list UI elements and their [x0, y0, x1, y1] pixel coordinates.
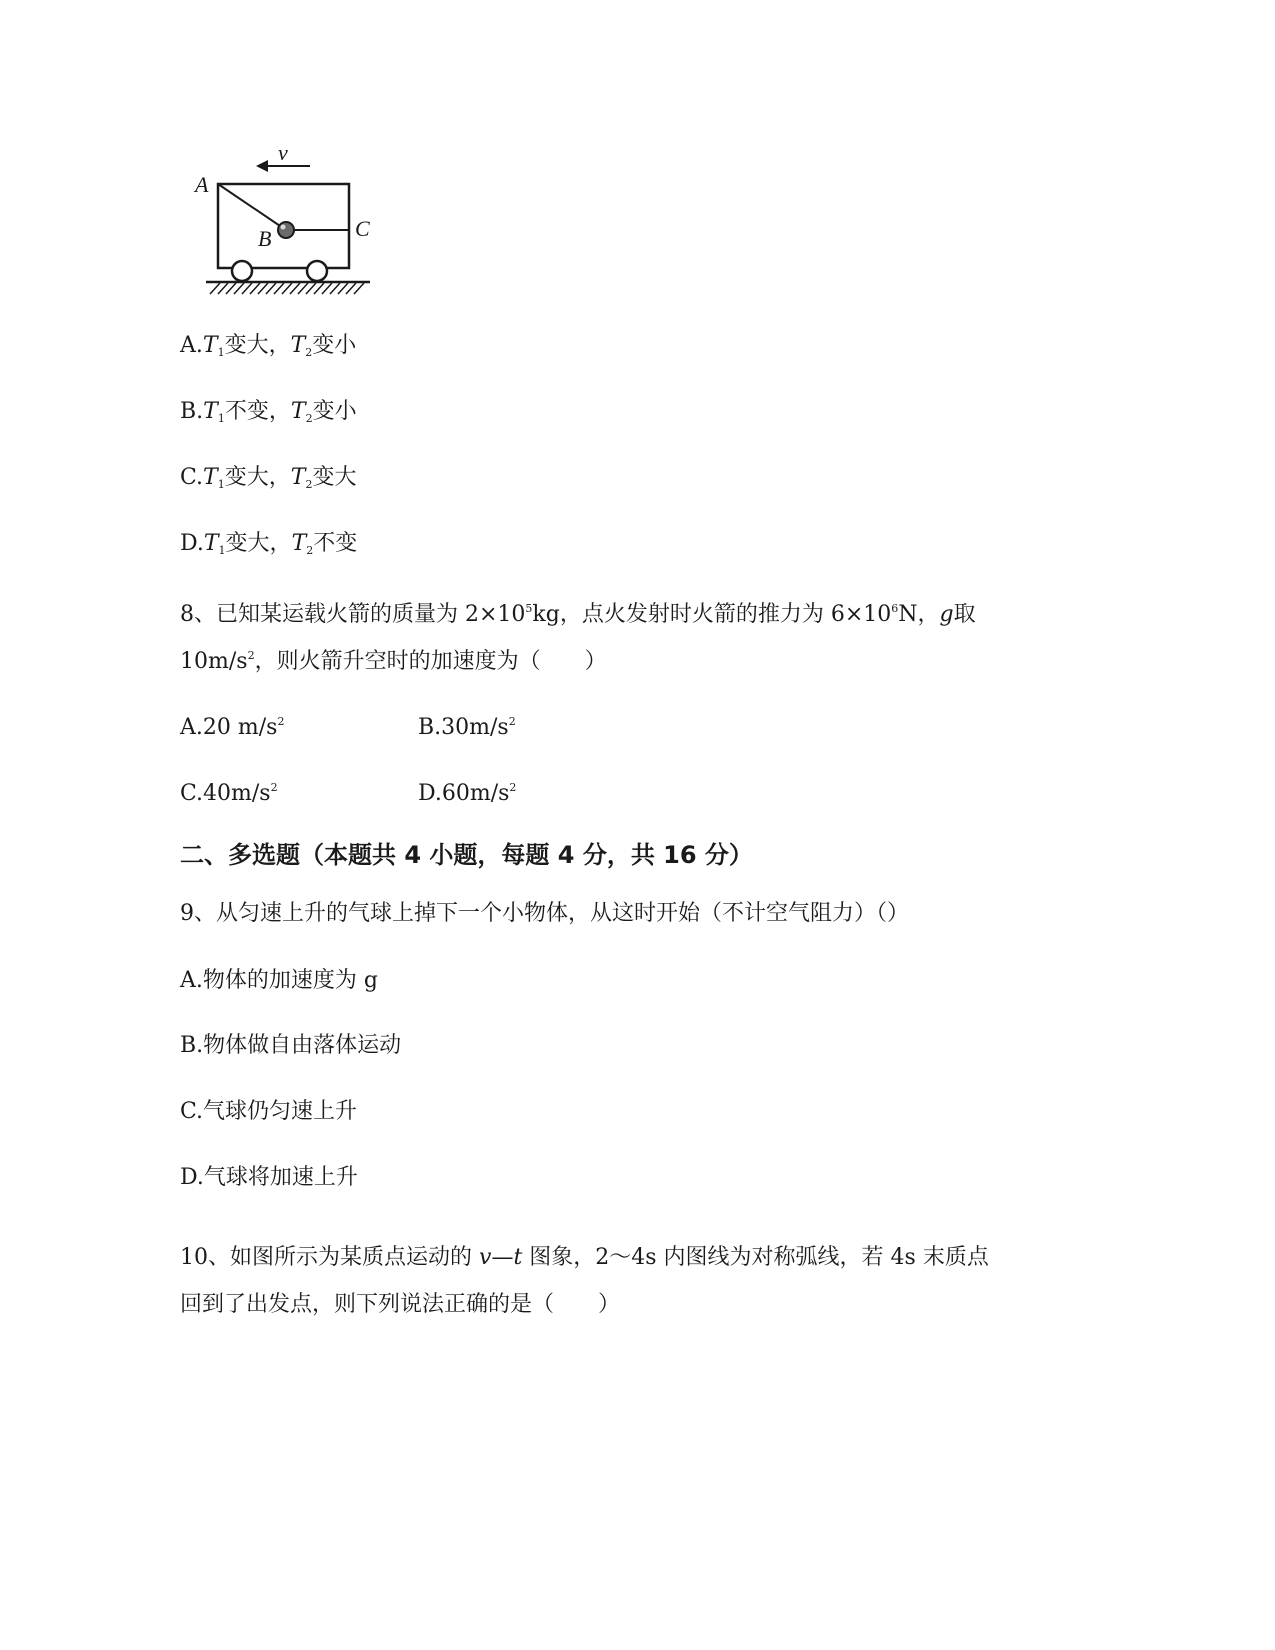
tension-2-symbol: T	[290, 333, 306, 358]
q8-text: 取	[953, 602, 976, 627]
string-AB	[218, 184, 286, 230]
option-letter: D.	[180, 531, 204, 556]
tension-1-symbol: T	[203, 531, 219, 556]
label-C: C	[355, 216, 370, 241]
q8-text: N，	[898, 602, 940, 627]
option-text: C.40m/s	[180, 781, 271, 806]
option-text: B.30m/s	[418, 715, 509, 740]
exponent: 2	[247, 649, 255, 662]
tension-1-symbol: T	[203, 465, 218, 490]
exponent: 6	[891, 602, 899, 615]
label-B: B	[258, 226, 272, 251]
section-heading: 二、多选题（本题共 4 小题，每题 4 分，共 16 分）	[180, 841, 753, 869]
subscript: 2	[306, 544, 314, 557]
tension-2-symbol: T	[291, 531, 307, 556]
label-v: v	[278, 140, 288, 165]
subscript: 2	[305, 346, 313, 359]
wheel-right	[307, 261, 327, 281]
option-text: 变大，	[225, 531, 292, 556]
label-A: A	[195, 172, 209, 197]
q10-text: 图象，2～4s 内图线为对称弧线，若 4s 末质点	[522, 1245, 989, 1270]
tension-2-symbol: T	[290, 399, 306, 424]
q8-text: kg，点火发射时火箭的推力为 6×10	[532, 602, 892, 627]
q8-stem-line2	[180, 641, 607, 677]
option-text: 变大，	[224, 465, 291, 490]
tension-2-symbol: T	[290, 465, 306, 490]
q9-stem: 9、从匀速上升的气球上掉下一个小物体，从这时开始（不计空气阻力）（）	[180, 901, 909, 926]
q8-text: 10m/s	[180, 649, 248, 674]
ball-highlight	[281, 225, 286, 230]
dash: —	[491, 1245, 514, 1270]
q8-text: 8、已知某运载火箭的质量为 2×10	[180, 602, 526, 627]
subscript: 2	[305, 478, 313, 491]
q7-option-a[interactable]	[180, 331, 356, 368]
subscript: 2	[305, 412, 313, 425]
option-letter: C.	[180, 465, 204, 490]
q9-option-a[interactable]: A.物体的加速度为 g	[180, 968, 378, 993]
velocity-symbol: v	[479, 1245, 492, 1270]
time-symbol: t	[513, 1245, 523, 1270]
q9-option-d[interactable]: D.气球将加速上升	[180, 1165, 358, 1190]
cart-diagram	[190, 140, 380, 305]
q8-option-b[interactable]	[418, 707, 516, 743]
option-text: A.20 m/s	[180, 715, 278, 740]
q9-option-b[interactable]: B.物体做自由落体运动	[180, 1033, 402, 1058]
option-text: D.60m/s	[418, 781, 510, 806]
q8-options-row2	[180, 773, 740, 809]
q7-option-d[interactable]	[180, 529, 357, 566]
subscript: 1	[218, 544, 226, 557]
option-text: 变大	[312, 465, 357, 490]
option-letter: B.	[180, 399, 204, 424]
q8-text: ，则火箭升空时的加速度为（ ）	[254, 649, 607, 674]
ground-hatching	[210, 283, 364, 294]
option-text: 变小	[312, 333, 357, 358]
option-text: 不变	[313, 531, 358, 556]
q10-text: 10、如图所示为某质点运动的	[180, 1245, 479, 1270]
subscript: 1	[217, 478, 225, 491]
q8-options-row1	[180, 707, 740, 743]
option-letter: A.	[180, 333, 203, 358]
tension-1-symbol: T	[202, 333, 218, 358]
option-text: 变小	[312, 399, 357, 424]
option-text: 不变，	[224, 399, 291, 424]
q7-option-c[interactable]	[180, 463, 356, 500]
wheel-left	[232, 261, 252, 281]
velocity-arrowhead	[256, 160, 268, 172]
subscript: 1	[217, 346, 225, 359]
option-text: 变大，	[224, 333, 291, 358]
q10-stem-line1	[180, 1243, 989, 1273]
q8-option-d[interactable]	[418, 773, 516, 809]
q8-option-a[interactable]	[180, 715, 284, 740]
tension-1-symbol: T	[203, 399, 218, 424]
q8-stem-line1	[180, 594, 976, 630]
gravity-symbol: g	[939, 602, 954, 627]
exponent: 2	[277, 715, 285, 728]
exponent: 2	[509, 781, 517, 794]
subscript: 1	[217, 412, 225, 425]
q8-option-c[interactable]	[180, 781, 278, 806]
q7-option-b[interactable]	[180, 397, 357, 434]
exponent: 5	[525, 602, 533, 615]
q9-option-c[interactable]: C.气球仍匀速上升	[180, 1099, 358, 1124]
q10-stem-line2: 回到了出发点，则下列说法正确的是（ ）	[180, 1292, 621, 1317]
exponent: 2	[270, 781, 278, 794]
ball-B	[278, 222, 294, 238]
exponent: 2	[508, 715, 516, 728]
